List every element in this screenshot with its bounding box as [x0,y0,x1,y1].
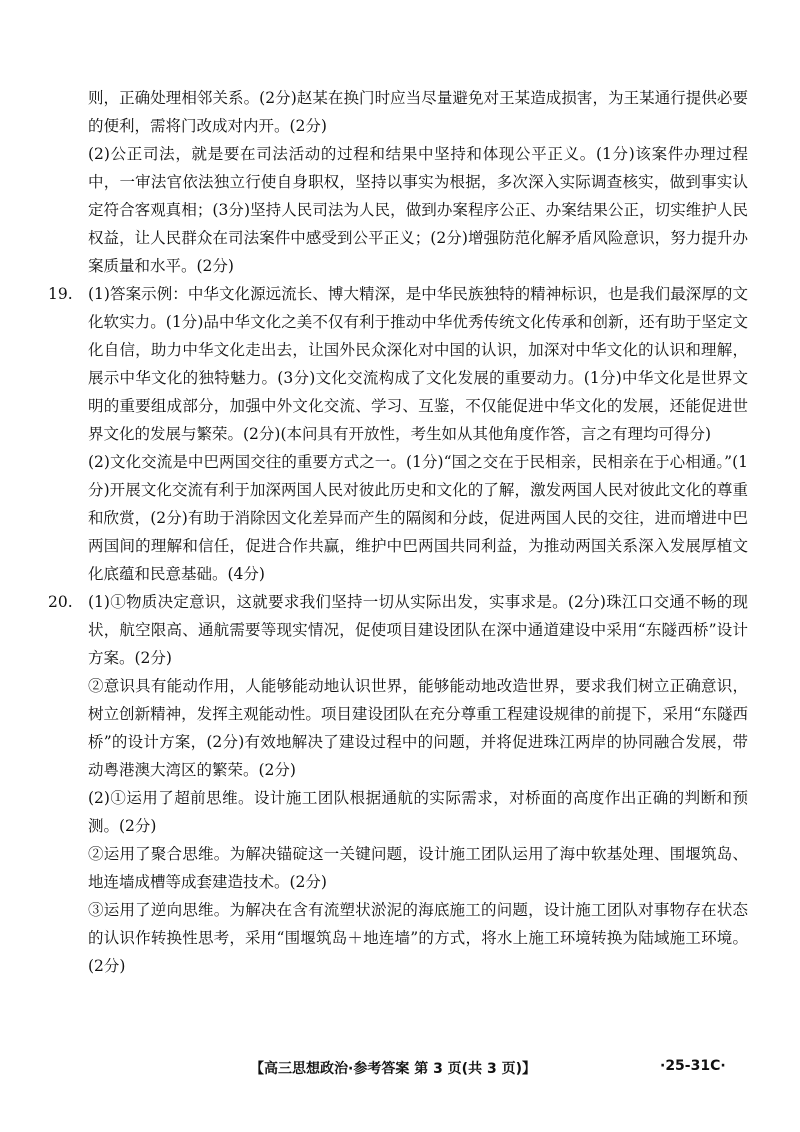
paragraph-text: ③运用了逆向思维。为解决在含有流塑状淤泥的海底施工的问题，设计施工团队对事物存在状态的认识作转换性思考，采用“围堰筑岛＋地连墙”的方式，将水上施工环境转换为陆域施工环境。(2分) [88,901,748,975]
paragraph-text: (1)①物质决定意识，这就要求我们坚持一切从实际出发，实事求是。(2分)珠江口交通不畅的现状，航空限高、通航需要等现实情况，促使项目建设团队在深中通道建设中采用“东隧西桥”设计方案。(2分) [88,593,748,667]
answer-content [48,84,748,980]
question-20-part-1-b [48,672,748,784]
question-number: 20. [48,593,73,611]
paragraph-18-2 [48,140,748,280]
footer-code: ·25-31C· [660,1058,726,1074]
question-20-part-2-c [48,896,748,980]
paragraph-text: 则，正确处理相邻关系。(2分)赵某在换门时应当尽量避免对王某造成损害，为王某通行提供必要的便利，需将门改成对内开。(2分) [88,89,748,135]
page-footer [0,1058,800,1082]
question-number: 19. [48,285,73,303]
paragraph-text: (1)答案示例：中华文化源远流长、博大精深，是中华民族独特的精神标识，也是我们最深厚的文化软实力。(1分)品中华文化之美不仅有利于推动中华优秀传统文化传承和创新，还有助于坚定文化自信，助力中华文化走出去，让国外民众深化对中国的认识，加深对中华文化的认识和理解，展示中华文化的独特魅力。(3分)文化交流构成了文化发展的重要动力。(1分)中华文化是世界文明的重要组成部分，加强中外文化交流、学习、互鉴，不仅能促进中华文化的发展，还能促进世界文化的发展与繁荣。(2分)(本问具有开放性，考生如从其他角度作答，言之有理均可得分) [88,285,748,443]
question-19-part-2 [48,448,748,588]
paragraph-text: (2)公正司法，就是要在司法活动的过程和结果中坚持和体现公平正义。(1分)该案件办理过程中，一审法官依法独立行使自身职权，坚持以事实为根据，多次深入实际调查核实，做到事实认定符合客观真相；(3分)坚持人民司法为人民，做到办案程序公正、办案结果公正，切实维护人民权益，让人民群众在司法案件中感受到公平正义；(2分)增强防范化解矛盾风险意识，努力提升办案质量和水平。(2分) [88,145,748,275]
paragraph-text: ②运用了聚合思维。为解决锚碇这一关键问题，设计施工团队运用了海中软基处理、围堰筑岛、地连墙成槽等成套建造技术。(2分) [88,845,748,891]
question-20-part-2-b [48,840,748,896]
paragraph-text: (2)文化交流是中巴两国交往的重要方式之一。(1分)“国之交在于民相亲，民相亲在于心相通。”(1分)开展文化交流有利于加深两国人民对彼此历史和文化的了解，激发两国人民对彼此文化的尊重和欣赏，(2分)有助于消除因文化差异而产生的隔阂和分歧，促进两国人民的交往，进而增进中巴两国间的理解和信任，促进合作共赢，维护中巴两国共同利益，为推动两国关系深入发展厚植文化底蕴和民意基础。(4分) [88,453,748,583]
footer-title: 【高三思想政治·参考答案 第 3 页(共 3 页)】 [250,1061,536,1077]
paragraph-text: ②意识具有能动作用，人能够能动地认识世界，能够能动地改造世界，要求我们树立正确意识，树立创新精神，发挥主观能动性。项目建设团队在充分尊重工程建设规律的前提下，采用“东隧西桥”的设计方案，(2分)有效地解决了建设过程中的问题，并将促进珠江两岸的协同融合发展，带动粤港澳大湾区的繁荣。(2分) [88,677,748,779]
question-20-part-1-a [48,588,748,672]
paragraph-18-1-end [48,84,748,140]
question-19-part-1 [48,280,748,448]
question-20-part-2-a [48,784,748,840]
paragraph-text: (2)①运用了超前思维。设计施工团队根据通航的实际需求，对桥面的高度作出正确的判断和预测。(2分) [88,789,748,835]
